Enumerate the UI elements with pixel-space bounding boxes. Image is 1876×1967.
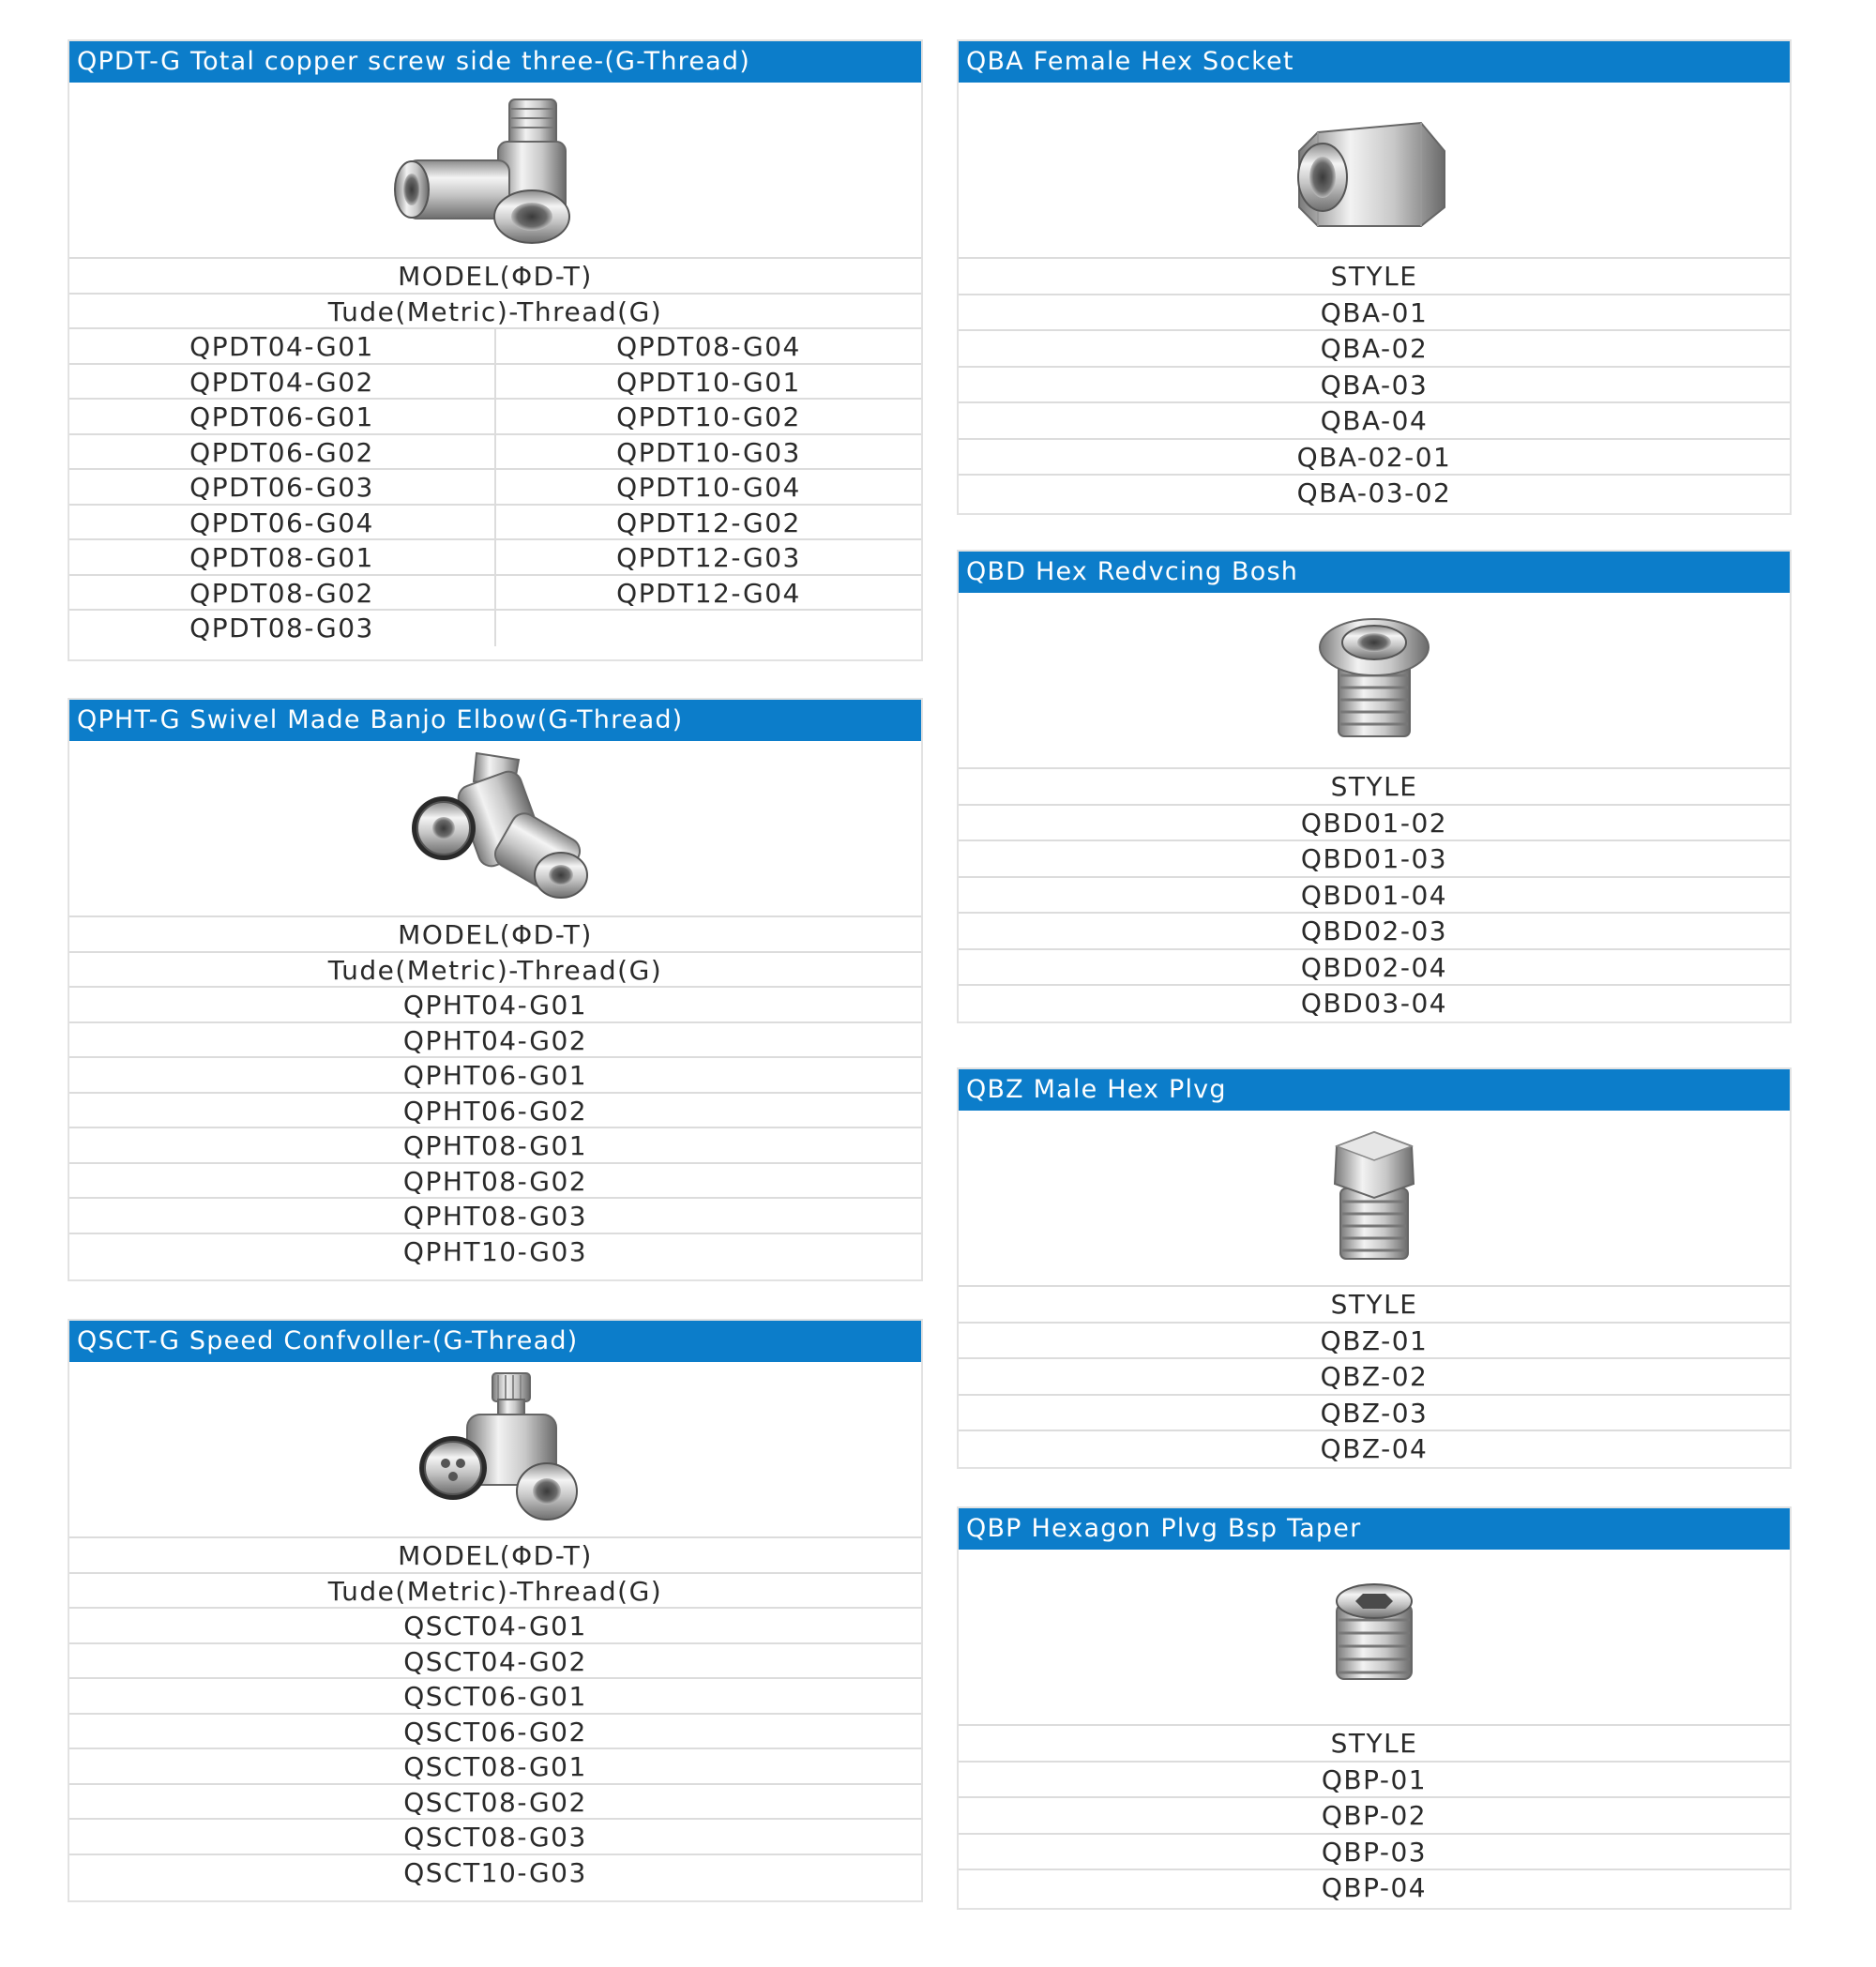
table-row: QPHT08-G02 [69,1164,921,1200]
table-row: QPHT06-G01 [69,1058,921,1094]
table-row: QBP-02 [959,1798,1790,1835]
table-cell: QPDT08-G01 [69,540,496,574]
qpdt-card [68,39,923,661]
table-row [69,329,921,365]
tee-fitting-icon [387,90,603,250]
table-row: QSCT08-G02 [69,1785,921,1821]
qbd-image-area [959,593,1790,769]
table-row: QPHT08-G01 [69,1128,921,1164]
hex-socket-icon [1280,95,1468,245]
qbd-card [957,550,1792,1023]
table-cell: QPDT10-G03 [616,436,801,468]
table-cell: QPDT04-G01 [69,329,496,363]
qbp-card [957,1506,1792,1910]
table-row: QSCT08-G03 [69,1820,921,1855]
table-row: QBD02-03 [959,914,1790,950]
table-row: QBD01-03 [959,841,1790,878]
table-row: QBZ-03 [959,1396,1790,1432]
table-cell: QPDT12-G04 [616,577,801,609]
table-row: QSCT04-G01 [69,1609,921,1644]
table-cell: QPDT08-G02 [69,576,496,610]
table-cell: QPDT06-G04 [69,506,496,539]
speed-controller-icon [387,1369,603,1529]
table-row: QPHT04-G01 [69,988,921,1023]
table-row: QPHT10-G03 [402,1235,588,1267]
qpht-header-model: MODEL(ΦD-T) [69,917,921,953]
table-row: QBD03-04 [1300,988,1448,1019]
qbd-header-style: STYLE [959,769,1790,806]
table-row: QBA-04 [959,403,1790,440]
table-row: QSCT06-G01 [69,1679,921,1715]
table-row: QBP-04 [1321,1872,1428,1903]
table-row: QSCT10-G03 [403,1856,587,1888]
table-row [69,400,921,435]
table-row [69,470,921,506]
table-row [69,435,921,471]
qpht-title: QPHT-G Swivel Made Banjo Elbow(G-Thread) [69,700,921,741]
qbp-image-area [959,1550,1790,1726]
qbz-header-style: STYLE [959,1287,1790,1324]
table-row: QPHT08-G03 [69,1199,921,1234]
table-row: QBP-03 [959,1835,1790,1871]
qpht-header-tube: Tude(Metric)-Thread(G) [69,953,921,989]
hex-plug-icon [1299,1123,1449,1273]
qba-card [957,39,1792,515]
qpdt-header-tube: Tude(Metric)-Thread(G) [69,295,921,330]
table-row: QBA-03-02 [1296,477,1452,508]
reducing-bush-icon [1299,605,1449,755]
table-cell: QPDT08-G03 [69,611,496,646]
table-row: QBD02-04 [959,950,1790,987]
table-cell: QPDT12-G02 [616,507,801,538]
qbz-title: QBZ Male Hex Plvg [959,1069,1790,1111]
table-row [69,506,921,541]
table-row: QPHT04-G02 [69,1023,921,1059]
table-row: QBA-03 [959,368,1790,404]
table-cell: QPDT06-G03 [69,470,496,504]
qbp-title: QBP Hexagon Plvg Bsp Taper [959,1508,1790,1550]
qpdt-title: QPDT-G Total copper screw side three-(G-Thread) [69,41,921,83]
qba-header-style: STYLE [959,259,1790,295]
table-row: QSCT08-G01 [69,1749,921,1785]
table-row: QBP-01 [959,1763,1790,1799]
table-row [69,365,921,401]
table-cell: QPDT12-G03 [616,542,801,573]
qsct-header-tube: Tude(Metric)-Thread(G) [69,1574,921,1610]
qpht-card [68,698,923,1281]
table-row [69,611,921,646]
table-row [69,540,921,576]
table-row: QSCT06-G02 [69,1715,921,1750]
table-row: QBA-01 [959,295,1790,332]
table-row [69,576,921,612]
qba-image-area [959,83,1790,259]
table-row: QBA-02 [959,331,1790,368]
qsct-title: QSCT-G Speed Confvoller-(G-Thread) [69,1321,921,1362]
qbz-image-area [959,1111,1790,1287]
table-cell: QPDT08-G04 [616,331,801,362]
qba-title: QBA Female Hex Socket [959,41,1790,83]
table-row: QBZ-04 [1320,1433,1429,1464]
table-row: QBD01-02 [959,806,1790,842]
table-row: QPHT06-G02 [69,1094,921,1129]
table-row: QBZ-01 [959,1324,1790,1360]
table-row: QBZ-02 [959,1359,1790,1396]
table-row: QBA-02-01 [959,440,1790,477]
table-cell: QPDT04-G02 [69,365,496,399]
qsct-header-model: MODEL(ΦD-T) [69,1538,921,1574]
taper-plug-icon [1309,1571,1440,1702]
qsct-image-area [69,1362,921,1538]
qbp-header-style: STYLE [959,1726,1790,1763]
table-cell: QPDT06-G02 [69,435,496,469]
qsct-card [68,1319,923,1902]
table-row: QBD01-04 [959,878,1790,915]
qpdt-header-model: MODEL(ΦD-T) [69,259,921,295]
table-cell: QPDT10-G02 [616,401,801,432]
qbd-title: QBD Hex Redvcing Bosh [959,552,1790,593]
table-cell: QPDT10-G01 [616,366,801,398]
table-row: QSCT04-G02 [69,1644,921,1680]
table-cell: QPDT06-G01 [69,400,496,433]
table-cell: QPDT10-G04 [616,472,801,503]
banjo-elbow-icon [387,749,603,908]
qpht-image-area [69,741,921,917]
qbz-card [957,1067,1792,1469]
table-cell [496,611,921,646]
qpdt-image-area [69,83,921,259]
